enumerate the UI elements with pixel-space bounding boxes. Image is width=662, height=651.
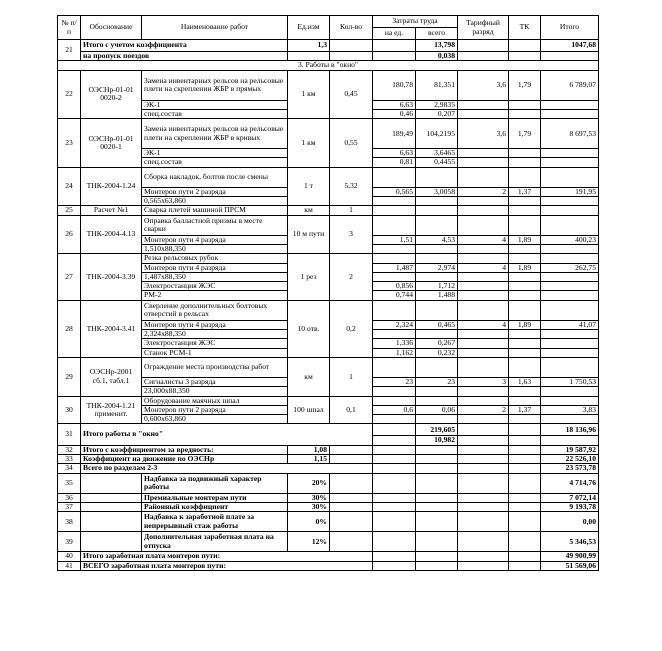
row-unit: 1 км	[288, 119, 330, 168]
tk: 1,37	[509, 405, 541, 414]
row-label: Итого заработная плата монтеров пути:	[81, 552, 373, 561]
row-num: 38	[58, 512, 81, 532]
row-total: 4 714,76	[541, 473, 599, 493]
sub-name: Станок РСМ-1	[142, 348, 288, 357]
row-unit: 10 отв.	[288, 300, 330, 357]
wage-calculation-table	[57, 15, 599, 571]
labor-total: 0,465	[416, 320, 458, 329]
labor-per-unit: 180,78	[373, 70, 416, 100]
row-basis: ТНК-2004-3.41	[81, 300, 142, 357]
labor-per-unit: 0,6	[373, 405, 416, 414]
sub-name: ЭК-1	[142, 100, 288, 109]
labor-total: 104,2195	[416, 119, 458, 149]
row-name: Сварка плетей машиной ПРСМ	[142, 206, 288, 215]
row-label: Районный коэффициент	[142, 502, 288, 511]
row-total: 23 573,78	[541, 464, 599, 473]
header-name: Наименование работ	[142, 16, 288, 40]
row-qty: 5,32	[330, 167, 373, 206]
row-num: 40	[58, 552, 81, 561]
header-tariff: Тарифный разряд	[458, 16, 509, 40]
labor-total: 3,6465	[416, 149, 458, 158]
labor-per-unit: 2,324	[373, 320, 416, 329]
header-labor-per-unit: на ед.	[373, 28, 416, 40]
sub-name: спец.состав	[142, 109, 288, 118]
row-basis: ОЭСНр-01-01 0020-2	[81, 70, 142, 119]
row-num: 22	[58, 70, 81, 119]
row-num: 34	[58, 464, 81, 473]
table-row	[58, 424, 599, 436]
row-unit: 1 т	[288, 167, 330, 206]
table-row	[58, 300, 599, 320]
row-percent: 20%	[288, 473, 330, 493]
table-row	[58, 502, 599, 511]
row-num: 36	[58, 493, 81, 502]
row-basis: ОЭСНр-2001 сб.1, табл.1	[81, 357, 142, 396]
tariff: 4	[458, 263, 509, 272]
table-row	[58, 70, 599, 100]
sub-name: РМ-2	[142, 291, 288, 300]
labor-per-unit: 0,81	[373, 158, 416, 167]
table-row	[58, 357, 599, 377]
labor-total: 4,53	[416, 235, 458, 244]
sub-name: Электростанция ЖЭС	[142, 339, 288, 348]
calc-formula: 2,324х88,350	[142, 330, 288, 339]
tk: 1,79	[509, 70, 541, 100]
labor-per-unit: 6,63	[373, 149, 416, 158]
row-total: 1047,68	[541, 40, 599, 52]
table-row	[58, 396, 599, 405]
labor-per-unit: 0,744	[373, 291, 416, 300]
labor-total: 0,232	[416, 348, 458, 357]
labor-per-unit: 23	[373, 377, 416, 386]
table-row	[58, 455, 599, 464]
row-label: Итого с коэффициентом за вредность:	[81, 445, 288, 454]
sub-name: ЭК-1	[142, 149, 288, 158]
row-qty: 0,45	[330, 70, 373, 119]
labor-total: 0,4455	[416, 158, 458, 167]
row-total: 0,00	[541, 512, 599, 532]
table-row	[58, 206, 599, 215]
row-qty: 0,2	[330, 300, 373, 357]
row-total: 3,83	[541, 405, 599, 414]
labor-total: 2,974	[416, 263, 458, 272]
row-qty: 1	[330, 357, 373, 396]
row-total: 41,07	[541, 320, 599, 329]
worker-grade: Монтеров пути 4 разряда	[142, 320, 288, 329]
table-row	[58, 473, 599, 493]
labor-total: 0,207	[416, 109, 458, 118]
header-total: Итого	[541, 16, 599, 40]
table-row	[58, 445, 599, 454]
row-unit: км	[288, 206, 330, 215]
row-percent: 0%	[288, 512, 330, 532]
tk: 1,37	[509, 187, 541, 196]
table-row	[58, 532, 599, 552]
row-qty: 3	[330, 215, 373, 254]
row-total: 6 789,07	[541, 70, 599, 100]
row-basis: ТНК-2004-1.24	[81, 167, 142, 206]
section-heading: 3. Работы в "окно"	[58, 61, 599, 70]
table-row	[58, 119, 599, 149]
tk: 1,79	[509, 119, 541, 149]
row-label: Коэффициент на движение по ОЭСНр	[81, 455, 288, 464]
row-label: Итого с учетом коэффициента	[81, 40, 288, 52]
row-num: 30	[58, 396, 81, 424]
labor-total: 0,06	[416, 405, 458, 414]
worker-grade: Монтеров пути 2 разряда	[142, 405, 288, 414]
row-unit: 1 рез	[288, 254, 330, 300]
row-unit: 100 шпал	[288, 396, 330, 424]
row-percent: 12%	[288, 532, 330, 552]
row-num: 23	[58, 119, 81, 168]
row-coef: 1,08	[288, 445, 330, 454]
labor-per-unit: 6,63	[373, 100, 416, 109]
row-name: Сборка накладок, болтов после смены	[142, 167, 288, 187]
row-num: 27	[58, 254, 81, 300]
row-num: 41	[58, 561, 81, 570]
row-unit: 1 км	[288, 70, 330, 119]
row-percent: 30%	[288, 493, 330, 502]
row-num: 24	[58, 167, 81, 206]
row-basis: ТНК-2004-4.13	[81, 215, 142, 254]
row-name: Замена инвентарных рельсов на рельсовые плети на скреплении ЖБР в кривых	[142, 119, 288, 149]
table-row	[58, 254, 599, 263]
tk: 1,89	[509, 235, 541, 244]
row-total: 5 346,53	[541, 532, 599, 552]
header-unit: Ед.изм	[288, 16, 330, 40]
labor-per-unit: 1,487	[373, 263, 416, 272]
row-total: 262,75	[541, 263, 599, 272]
worker-grade: Монтеров пути 4 разряда	[142, 263, 288, 272]
table-row	[58, 552, 599, 561]
labor-total: 13,798	[416, 40, 458, 52]
labor-per-unit: 1,336	[373, 339, 416, 348]
row-percent: 30%	[288, 502, 330, 511]
row-total: 9 193,78	[541, 502, 599, 511]
row-name: Ограждение места производства работ	[142, 357, 288, 377]
row-qty: 1	[330, 206, 373, 215]
row-unit: 10 м пути	[288, 215, 330, 254]
table-row	[58, 215, 599, 235]
tariff: 4	[458, 320, 509, 329]
row-num: 31	[58, 424, 81, 445]
tariff: 2	[458, 187, 509, 196]
row-total: 51 569,06	[541, 561, 599, 570]
calc-formula: 23,000х88,350	[142, 387, 288, 396]
row-num: 28	[58, 300, 81, 357]
labor-total-2: 0,038	[416, 52, 458, 61]
row-qty: 0,1	[330, 396, 373, 424]
row-total: 49 900,99	[541, 552, 599, 561]
tk: 1,63	[509, 377, 541, 386]
tariff: 3	[458, 377, 509, 386]
row-label: Всего по разделам 2-3	[81, 464, 373, 473]
row-num: 37	[58, 502, 81, 511]
labor-per-unit: 1,162	[373, 348, 416, 357]
row-label: Надбавка к заработной плате за непрерывный стаж работы	[142, 512, 288, 532]
row-coef: 1,3	[288, 40, 330, 52]
calc-formula: 0,600х63,860	[142, 415, 288, 424]
row-total: 7 072,14	[541, 493, 599, 502]
tariff: 3,6	[458, 119, 509, 149]
row-label: Надбавка за подвижный характер работы	[142, 473, 288, 493]
labor-total-2: 10,982	[416, 436, 458, 445]
labor-per-unit: 0,565	[373, 187, 416, 196]
calc-formula: 1,510х88,350	[142, 244, 288, 253]
labor-per-unit: 0,856	[373, 282, 416, 291]
row-label: Премиальные монтерам пути	[142, 493, 288, 502]
row-basis: ТНК-2004-3.39	[81, 254, 142, 300]
row-total: 22 526,10	[541, 455, 599, 464]
table-row	[58, 464, 599, 473]
row-num: 32	[58, 445, 81, 454]
row-num: 39	[58, 532, 81, 552]
labor-total: 1,488	[416, 291, 458, 300]
row-basis: Расчет №1	[81, 206, 142, 215]
row-name: Сверление дополнительных болтовых отверстий в рельсах	[142, 300, 288, 320]
row-total: 8 697,53	[541, 119, 599, 149]
labor-per-unit: 0,46	[373, 109, 416, 118]
labor-per-unit: 189,49	[373, 119, 416, 149]
row-name: Резка рельсовых рубок	[142, 254, 288, 263]
row-num: 33	[58, 455, 81, 464]
calc-formula: 1,487х88,350	[142, 272, 288, 281]
row-num: 25	[58, 206, 81, 215]
sub-name: Электростанция ЖЭС	[142, 282, 288, 291]
labor-total: 23	[416, 377, 458, 386]
row-total: 191,95	[541, 187, 599, 196]
worker-grade: Монтеров пути 4 разряда	[142, 235, 288, 244]
labor-total: 81,351	[416, 70, 458, 100]
labor-total: 0,267	[416, 339, 458, 348]
labor-total: 2,9835	[416, 100, 458, 109]
row-num: 35	[58, 473, 81, 493]
tariff: 4	[458, 235, 509, 244]
row-coef: 1,15	[288, 455, 330, 464]
row-name: Замена инвентарных рельсов на рельсовые плети на скреплении ЖБР в прямых	[142, 70, 288, 100]
table-row	[58, 167, 599, 187]
labor-total: 3,0058	[416, 187, 458, 196]
row-qty: 2	[330, 254, 373, 300]
header-num: № п/п	[58, 16, 81, 40]
worker-grade: Монтеров пути 2 разряда	[142, 187, 288, 196]
row-label-cont: на пропуск поездов	[81, 52, 288, 61]
tk: 1,89	[509, 320, 541, 329]
tk: 1,89	[509, 263, 541, 272]
table-row	[58, 40, 599, 52]
sub-name: спец.состав	[142, 158, 288, 167]
header-basis: Обоснование	[81, 16, 142, 40]
row-num: 29	[58, 357, 81, 396]
worker-grade: Сигналисты 3 разряда	[142, 377, 288, 386]
row-total: 400,23	[541, 235, 599, 244]
row-qty: 0,55	[330, 119, 373, 168]
header-labor-total: всего	[416, 28, 458, 40]
calc-formula: 0,565х63,860	[142, 197, 288, 206]
row-basis: ТНК-2004-1.21 применит.	[81, 396, 142, 424]
table-row	[58, 493, 599, 502]
row-num: 21	[58, 40, 81, 61]
row-label: Итого работы в "окно"	[81, 424, 373, 445]
labor-total: 219,605	[416, 424, 458, 436]
row-label: ВСЕГО заработная плата монтеров пути:	[81, 561, 373, 570]
header-labor: Затраты труда	[373, 16, 458, 28]
header-tk: ТК	[509, 16, 541, 40]
row-total: 18 136,96	[541, 424, 599, 436]
row-unit: км	[288, 357, 330, 396]
row-total: 1 750,53	[541, 377, 599, 386]
header-qty: Кол-во	[330, 16, 373, 40]
row-name: Оправка балластной призмы в месте сварки	[142, 215, 288, 235]
table-row	[58, 512, 599, 532]
tariff: 2	[458, 405, 509, 414]
row-basis: ОЭСНр-01-01 0020-1	[81, 119, 142, 168]
row-num: 26	[58, 215, 81, 254]
row-label: Дополнительная заработная плата на отпуска	[142, 532, 288, 552]
row-name: Оборудование маячных шпал	[142, 396, 288, 405]
labor-per-unit: 1,51	[373, 235, 416, 244]
row-total: 19 587,92	[541, 445, 599, 454]
tariff: 3,6	[458, 70, 509, 100]
table-row	[58, 561, 599, 570]
labor-total: 1,712	[416, 282, 458, 291]
